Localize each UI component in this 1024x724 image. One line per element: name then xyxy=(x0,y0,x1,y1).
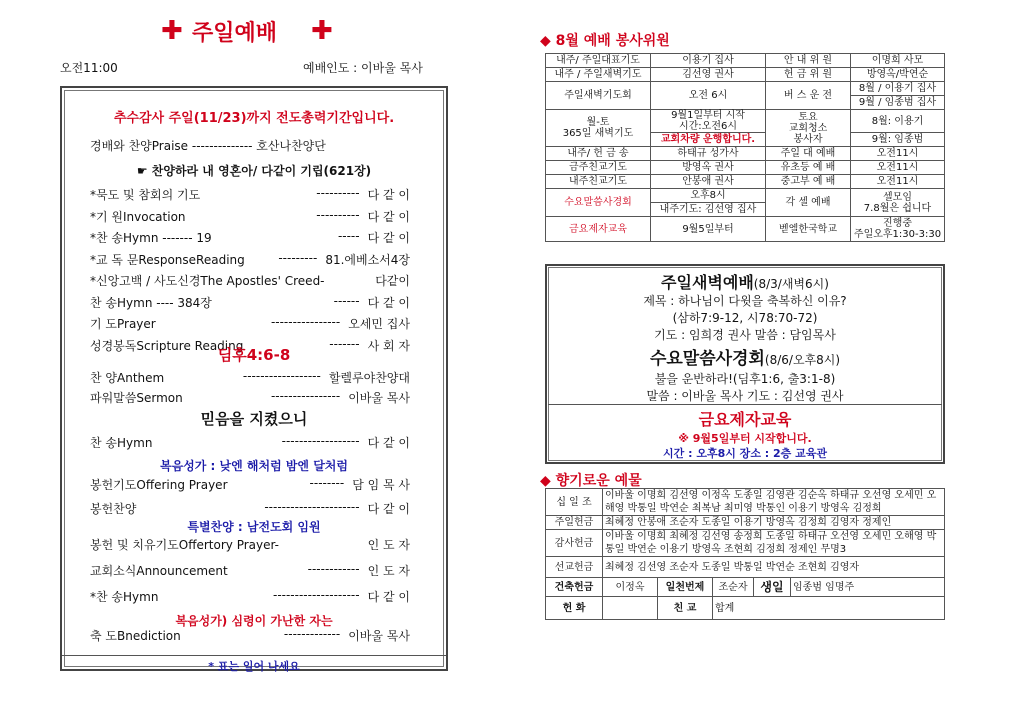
order-label: 교회소식Announcement xyxy=(90,564,228,578)
table-cell: 선교헌금 xyxy=(546,557,603,578)
order-mid xyxy=(325,272,376,289)
order-row xyxy=(90,186,410,203)
table-cell: 주일헌금 xyxy=(546,516,603,530)
table-cell: 임종범 임명주 xyxy=(791,578,945,597)
offerings-table xyxy=(545,488,945,620)
order-row xyxy=(90,389,410,406)
gospel-song: 복음성가 : 낮엔 해처럼 밤엔 달처럼 xyxy=(160,459,348,473)
table-cell: 중고부 예 배 xyxy=(766,175,851,189)
table-cell: 오전11시 xyxy=(851,161,945,175)
order-label: *신앙고백 / 사도신경The Apostles' Creed- xyxy=(90,274,325,288)
table-cell: 생일 xyxy=(754,578,791,597)
table-cell: 하태규 성가사 xyxy=(651,147,766,161)
table-row xyxy=(546,82,945,96)
gospel-song-2: 복음성가) 심령이 가난한 자는 xyxy=(175,614,333,628)
table-cell: 방영옥/박연순 xyxy=(851,68,945,82)
order-right: 인 도 자 xyxy=(367,538,410,552)
table-cell: 안봉애 권사 xyxy=(651,175,766,189)
order-row xyxy=(90,562,410,579)
order-label: 봉헌기도Offering Prayer xyxy=(90,478,228,492)
dawn-service-subject: 제목 : 하나님이 다윗을 축복하신 이유? xyxy=(643,294,847,308)
order-right: 다 같 이 xyxy=(367,436,410,450)
order-right: 다 같 이 xyxy=(367,590,410,604)
order-label: *교 독 문ResponseReading xyxy=(90,252,245,267)
table-cell: 내주/ 헌 금 송 xyxy=(546,147,651,161)
table-cell: 셀모임 7.8월은 쉽니다 xyxy=(851,189,945,217)
table-cell: 주일 대 예배 xyxy=(766,147,851,161)
table-cell: 합계 xyxy=(713,597,945,620)
order-mid: --------- xyxy=(278,250,318,265)
order-mid: -------- xyxy=(309,476,345,490)
table-row xyxy=(546,516,945,530)
order-row xyxy=(90,251,410,268)
table-row xyxy=(546,530,945,557)
table-row xyxy=(546,175,945,189)
table-cell: 방영옥 권사 xyxy=(651,161,766,175)
order-right: 다 같 이 xyxy=(367,209,410,224)
table-row xyxy=(546,597,945,620)
order-label: 성경봉독Scripture Reading xyxy=(90,338,244,353)
table-row xyxy=(546,161,945,175)
table-row xyxy=(546,217,945,242)
evangelism-banner: 추수감사 주일(11/23)까지 전도총력기간입니다. xyxy=(113,111,395,126)
dawn-service-people: 기도 : 임희경 권사 말씀 : 담임목사 xyxy=(654,328,836,342)
table-cell: 벧엘한국학교 xyxy=(766,217,851,242)
service-leader: 예배인도 : 이바울 목사 xyxy=(303,61,423,75)
bullet-icon: ◆ xyxy=(540,473,556,489)
order-mid: ---------------- xyxy=(270,389,341,403)
order-row xyxy=(90,315,410,332)
table-cell: 9월5일부터 xyxy=(651,217,766,242)
table-cell: 최혜정 안봉애 조순자 도종일 이용기 방영옥 김정희 김영자 정제인 xyxy=(603,516,945,530)
order-mid: ------------ xyxy=(307,562,360,576)
friday-class-note: ※ 9월5일부터 시작합니다. xyxy=(678,432,812,445)
order-mid: ---------------- xyxy=(270,315,341,329)
friday-class-time: 시간 : 오후8시 장소 : 2층 교육관 xyxy=(663,447,827,460)
order-row xyxy=(90,208,410,225)
table-cell: 8월 / 이용기 집사 xyxy=(851,82,945,96)
table-cell: 안 내 위 원 xyxy=(766,54,851,68)
table-row xyxy=(546,54,945,68)
wed-service-subject: 불을 운반하라!(딤후1:6, 출3:1-8) xyxy=(654,372,836,386)
page-title: 주일예배 xyxy=(192,21,278,46)
section-title-offerings: ◆ 향기로운 예물 xyxy=(540,473,642,489)
order-mid: ---------------------- xyxy=(264,500,360,514)
order-row xyxy=(90,588,410,605)
wed-service-people: 말씀 : 이바울 목사 기도 : 김선영 권사 xyxy=(646,389,844,403)
table-cell: 토요 교회청소 봉사자 xyxy=(766,110,851,147)
order-right: 사 회 자 xyxy=(367,338,410,353)
table-cell: 9월: 임종범 xyxy=(851,133,945,147)
table-cell: 9월 / 임종범 집사 xyxy=(851,96,945,110)
order-row xyxy=(90,369,410,386)
table-cell: 오전11시 xyxy=(851,175,945,189)
table-cell: 건축헌금 xyxy=(546,578,603,597)
table-cell: 일천번제 xyxy=(658,578,713,597)
table-cell: 내주친교기도 xyxy=(546,175,651,189)
table-cell: 오전 6시 xyxy=(651,82,766,110)
order-right: 오세민 집사 xyxy=(348,317,410,331)
table-cell: 8월: 이용기 xyxy=(851,110,945,133)
table-cell: 진행중 주일오후1:30-3:30 xyxy=(851,217,945,242)
order-label: *찬 송Hymn xyxy=(90,590,159,604)
table-cell: 이바울 이명희 최혜정 김선영 송정희 도종일 하태규 오선영 오세민 오해영 박통일 박연순 이용기 방영옥 조현희 김정희 정제인 무명3 xyxy=(603,530,945,557)
table-cell: 주일새벽기도회 xyxy=(546,82,651,110)
order-right: 81.에베소서4장 xyxy=(325,252,410,267)
table-row xyxy=(546,189,945,203)
table-cell: 이명희 사모 xyxy=(851,54,945,68)
order-right: 다같이 xyxy=(375,274,410,288)
table-cell: 교회차량 운행합니다. xyxy=(651,133,766,147)
order-right: 다 같 이 xyxy=(367,231,410,245)
table-cell: 조순자 xyxy=(713,578,754,597)
hymn-note: ☛ 찬양하라 내 영혼아/ 다같이 기립(621장) xyxy=(136,164,372,178)
table-row xyxy=(546,68,945,82)
table-cell: 월-토 365일 새벽기도 xyxy=(546,110,651,147)
order-mid: ------- xyxy=(329,336,360,351)
table-cell: 내주/ 주일대표기도 xyxy=(546,54,651,68)
order-mid: ------------------ xyxy=(281,434,360,448)
order-label: *기 원Invocation xyxy=(90,209,186,224)
table-cell: 감사헌금 xyxy=(546,530,603,557)
order-label: 봉헌 및 치유기도Offertory Prayer- xyxy=(90,538,279,552)
table-cell: 헌 화 xyxy=(546,597,603,620)
order-label: 봉헌찬양 xyxy=(90,502,137,516)
dawn-service-ref: (삼하7:9-12, 시78:70-72) xyxy=(672,311,818,325)
order-right: 인 도 자 xyxy=(367,564,410,578)
dawn-service-heading: 주일새벽예배(8/3/새벽6시) xyxy=(661,273,829,292)
order-label: *묵도 및 참회의 기도 xyxy=(90,188,201,202)
order-label: *찬 송Hymn ------- 19 xyxy=(90,231,212,245)
order-right: 할렐루야찬양대 xyxy=(328,371,410,385)
table-cell: 각 셀 예배 xyxy=(766,189,851,217)
order-label: 찬 송Hymn ---- 384장 xyxy=(90,295,212,310)
sermon-title: 믿음을 지켰으니 xyxy=(200,410,308,428)
table-cell: 십 일 조 xyxy=(546,489,603,516)
order-mid: ----- xyxy=(337,229,360,243)
table-cell: 오후8시 xyxy=(651,189,766,203)
order-mid: ------ xyxy=(333,293,360,308)
table-cell: 내주기도: 김선영 집사 xyxy=(651,203,766,217)
table-cell: 금요제자교육 xyxy=(546,217,651,242)
order-right: 다 같 이 xyxy=(367,502,410,516)
divider xyxy=(548,404,942,405)
wed-service-heading: 수요말씀사경회(8/6/오후8시) xyxy=(649,349,841,369)
order-mid: ---------- xyxy=(316,207,360,222)
praise-row: 경배와 찬양Praise -------------- 호산나찬양단 xyxy=(90,139,326,153)
order-row xyxy=(90,294,410,311)
scripture-ref: 딤후4:6-8 xyxy=(217,346,291,364)
table-cell: 친 교 xyxy=(658,597,713,620)
order-row xyxy=(90,536,410,553)
table-row xyxy=(546,489,945,516)
order-mid xyxy=(279,536,368,553)
order-row xyxy=(90,476,410,493)
order-label: 기 도Prayer xyxy=(90,317,156,331)
volunteer-table xyxy=(545,53,945,242)
order-label: 축 도Bnediction xyxy=(90,629,181,643)
special-song: 특별찬양 : 남전도회 임원 xyxy=(187,520,321,534)
order-row xyxy=(90,229,410,246)
order-right: 다 같 이 xyxy=(367,295,410,310)
order-row xyxy=(90,627,410,644)
bullet-icon: ◆ xyxy=(540,33,556,49)
order-mid: -------------------- xyxy=(272,588,360,602)
order-right: 이바울 목사 xyxy=(348,629,410,643)
order-mid: ------------- xyxy=(283,627,341,641)
order-mid: ---------- xyxy=(316,186,360,200)
order-label: 찬 양Anthem xyxy=(90,371,165,385)
table-cell: 헌 금 위 원 xyxy=(766,68,851,82)
table-row xyxy=(546,557,945,578)
table-cell: 오전11시 xyxy=(851,147,945,161)
table-cell: 이바울 이명희 김선영 이정옥 도종일 김영관 김순옥 하태규 오선영 오세민 오해영 박통일 박연순 최복남 최미영 박통인 이용기 방영옥 김정희 xyxy=(603,489,945,516)
order-right: 다 같 이 xyxy=(367,188,410,202)
cross-icon: ✚ xyxy=(311,16,333,46)
table-cell: 수요말씀사경회 xyxy=(546,189,651,217)
order-right: 담 임 목 사 xyxy=(352,478,410,492)
order-label: 찬 송Hymn xyxy=(90,436,153,450)
table-cell: 최혜정 김선영 조순자 도종일 박통일 박연순 조현희 김영자 xyxy=(603,557,945,578)
table-cell: 김선영 권사 xyxy=(651,68,766,82)
table-row xyxy=(546,578,945,597)
order-right: 이바울 목사 xyxy=(348,391,410,405)
cross-icon: ✚ xyxy=(161,16,183,46)
order-mid: ------------------ xyxy=(242,369,321,383)
table-row xyxy=(546,147,945,161)
section-title-volunteers: ◆ 8월 예배 봉사위원 xyxy=(540,33,670,49)
table-cell: 금주친교기도 xyxy=(546,161,651,175)
table-row xyxy=(546,110,945,133)
table-cell: 내주 / 주일새벽기도 xyxy=(546,68,651,82)
friday-class-title: 금요제자교육 xyxy=(698,410,792,429)
order-label: 파워말씀Sermon xyxy=(90,391,183,405)
table-cell: 버 스 운 전 xyxy=(766,82,851,110)
order-row xyxy=(90,434,410,451)
service-time: 오전11:00 xyxy=(60,61,118,75)
table-cell: 이용기 집사 xyxy=(651,54,766,68)
table-cell: 이정옥 xyxy=(603,578,658,597)
order-row xyxy=(90,500,410,517)
table-cell: 유초등 예 배 xyxy=(766,161,851,175)
order-row xyxy=(90,272,410,289)
table-cell xyxy=(603,597,658,620)
table-cell: 9월1일부터 시작 시간:오전6시 xyxy=(651,110,766,133)
footnote: * 표는 일어 나세요 xyxy=(208,660,300,673)
